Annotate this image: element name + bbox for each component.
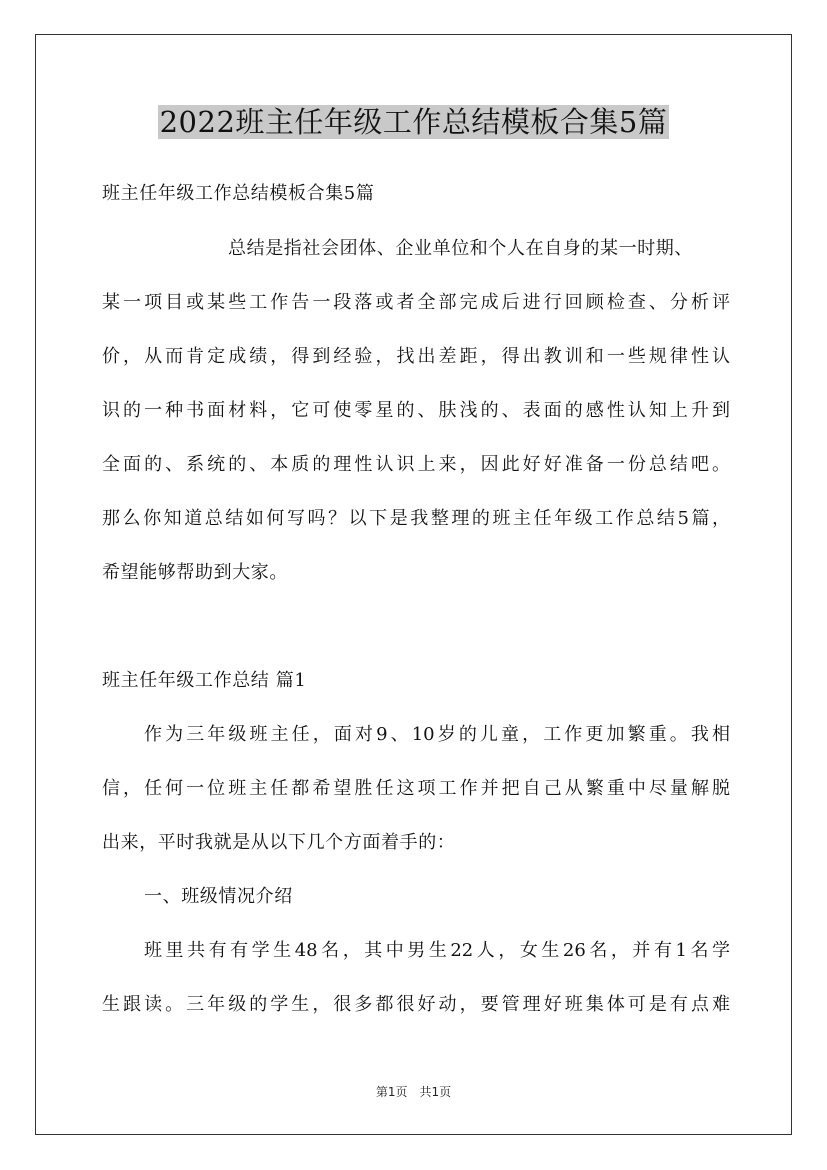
page-number: 第1页 (375, 1085, 408, 1099)
paragraph-line-4: 识的一种书面材料，它可使零星的、肤浅的、表面的感性认知上升到 (102, 400, 730, 421)
body-line-1: 作为三年级班主任，面对9、10岁的儿童，工作更加繁重。我相 (144, 724, 730, 745)
body-line-5: 生跟读。三年级的学生，很多都很好动，要管理好班集体可是有点难 (102, 994, 730, 1015)
body-line-3: 出来，平时我就是从以下几个方面着手的： (102, 832, 456, 853)
subtitle-line: 班主任年级工作总结模板合集5篇 (102, 183, 375, 204)
subheading: 一、班级情况介绍 (144, 886, 293, 907)
paragraph-line-2: 某一项目或某些工作告一段落或者全部完成后进行回顾检查、分析评 (102, 292, 730, 313)
paragraph-line-5: 全面的、系统的、本质的理性认识上来，因此好好准备一份总结吧。 (102, 454, 730, 475)
page-total: 共1页 (419, 1085, 452, 1099)
paragraph-line-6: 那么你知道总结如何写吗？以下是我整理的班主任年级工作总结5篇， (102, 508, 730, 529)
paragraph-line-7: 希望能够帮助到大家。 (102, 562, 288, 583)
body-line-2: 信，任何一位班主任都希望胜任这项工作并把自己从繁重中尽量解脱 (102, 778, 730, 799)
document-title: 2022班主任年级工作总结模板合集5篇 (159, 105, 668, 139)
section-heading: 班主任年级工作总结 篇1 (102, 670, 307, 691)
paragraph-line-1: 总结是指社会团体、企业单位和个人在自身的某一时期、 (228, 238, 693, 259)
paragraph-line-3: 价，从而肯定成绩，得到经验，找出差距，得出教训和一些规律性认 (102, 346, 730, 367)
body-line-4: 班里共有有学生48名，其中男生22人，女生26名，并有1名学 (144, 940, 730, 961)
page-footer (0, 1084, 827, 1100)
